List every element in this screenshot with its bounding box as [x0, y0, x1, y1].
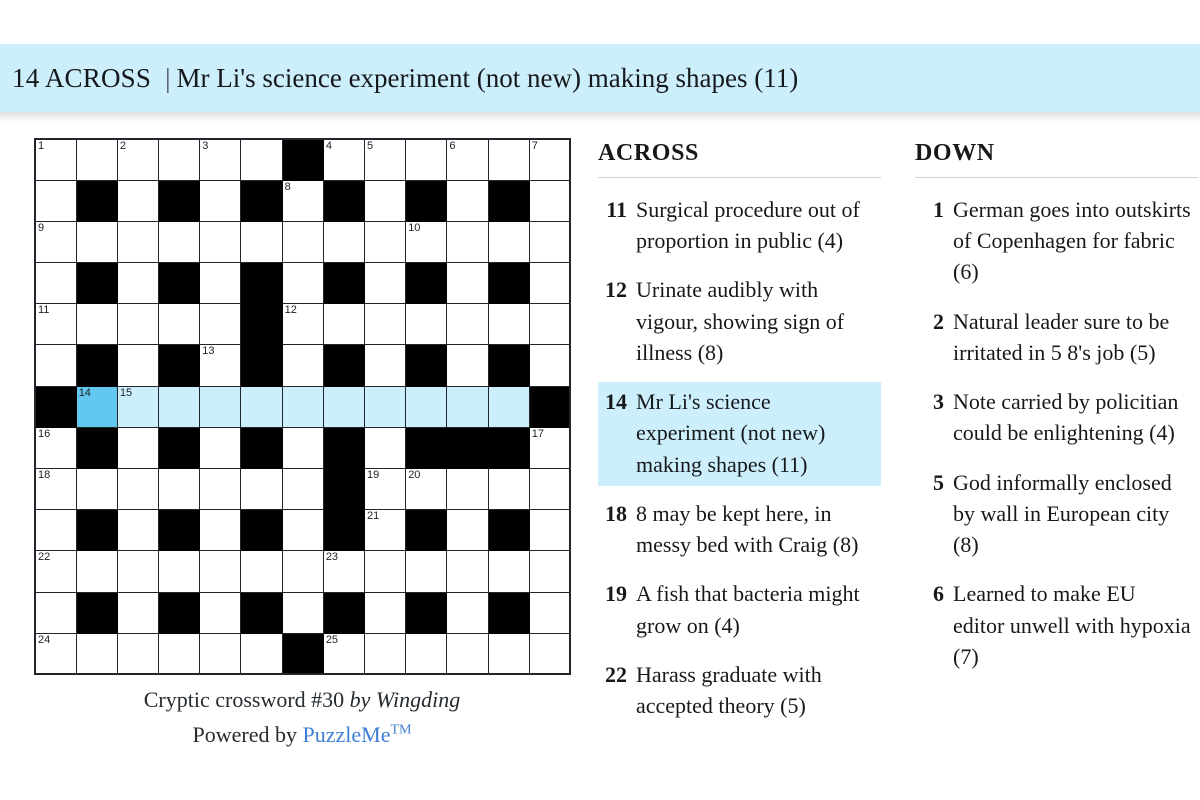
grid-cell-block	[76, 510, 117, 551]
grid-cell[interactable]	[241, 633, 282, 674]
clue-number: 22	[605, 661, 627, 687]
grid-cell[interactable]	[159, 139, 200, 180]
grid-cell[interactable]	[282, 510, 323, 551]
grid-cell[interactable]	[76, 551, 117, 592]
clue-number: 11	[606, 197, 627, 222]
grid-cell[interactable]	[488, 469, 529, 510]
clue-item[interactable]	[915, 574, 1198, 678]
grid-cell-number: 9	[38, 221, 45, 234]
grid-cell-block	[76, 345, 117, 386]
grid-cell-block	[159, 263, 200, 304]
grid-cell[interactable]	[200, 304, 241, 345]
across-clue-list	[598, 190, 881, 727]
grid-cell[interactable]	[35, 469, 76, 510]
grid-cell-block	[241, 304, 282, 345]
grid-cell-number: 8	[284, 180, 291, 193]
grid-cell[interactable]	[323, 139, 364, 180]
grid-cell[interactable]	[365, 221, 406, 262]
grid-cell-block	[406, 510, 447, 551]
grid-cell-block	[241, 427, 282, 468]
grid-cell-number: 10	[408, 221, 421, 234]
grid-cell[interactable]	[447, 386, 488, 427]
grid-cell[interactable]	[447, 592, 488, 633]
grid-cell[interactable]	[365, 180, 406, 221]
grid-cell-number: 6	[449, 140, 456, 152]
grid-cell[interactable]	[447, 633, 488, 674]
grid-cell-block	[323, 263, 364, 304]
grid-cell-block	[159, 592, 200, 633]
grid-cell[interactable]	[282, 592, 323, 633]
grid-cell-block	[323, 592, 364, 633]
grid-cell[interactable]	[365, 633, 406, 674]
grid-cell-number: 16	[38, 427, 51, 440]
grid-cell[interactable]	[200, 633, 241, 674]
grid-cell-block	[447, 427, 488, 468]
clue-item[interactable]	[598, 382, 881, 486]
clue-item[interactable]	[915, 190, 1198, 294]
puzzle-title: Cryptic crossword #30	[143, 687, 345, 713]
grid-cell[interactable]	[159, 633, 200, 674]
grid-cell[interactable]	[282, 263, 323, 304]
down-clue-list	[915, 190, 1198, 678]
grid-cell[interactable]	[365, 551, 406, 592]
grid-cell-block	[488, 510, 529, 551]
grid-cell[interactable]	[529, 221, 570, 262]
grid-cell[interactable]	[117, 551, 158, 592]
clue-item[interactable]	[915, 302, 1198, 374]
grid-cell[interactable]	[35, 427, 76, 468]
grid-row	[35, 221, 570, 262]
grid-cell[interactable]	[529, 551, 570, 592]
grid-cell-block	[159, 510, 200, 551]
grid-cell[interactable]	[200, 427, 241, 468]
grid-cell[interactable]	[241, 139, 282, 180]
grid-cell-number: 19	[367, 469, 380, 481]
grid-cell[interactable]	[200, 386, 241, 427]
clue-lists	[598, 140, 1198, 735]
grid-cell[interactable]	[76, 139, 117, 180]
clue-item[interactable]	[598, 270, 881, 374]
grid-cell[interactable]	[282, 551, 323, 592]
grid-cell-block	[406, 263, 447, 304]
grid-cell[interactable]	[117, 221, 158, 262]
grid-cell[interactable]	[365, 345, 406, 386]
grid-cell[interactable]	[76, 304, 117, 345]
clue-number: 18	[605, 500, 627, 526]
grid-cell[interactable]	[406, 139, 447, 180]
grid-row	[35, 263, 570, 304]
grid-cell[interactable]	[200, 263, 241, 304]
clue-item[interactable]	[598, 574, 881, 646]
powered-by-label: Powered by	[192, 721, 297, 747]
grid-cell[interactable]	[365, 386, 406, 427]
clue-text: Mr Li's science experiment (not new) making shapes (11)	[636, 389, 826, 477]
clue-number: 3	[933, 389, 944, 415]
grid-cell-number: 25	[325, 633, 339, 646]
grid-cell[interactable]	[406, 469, 447, 510]
grid-cell[interactable]	[35, 221, 76, 262]
puzzle-caption	[34, 683, 570, 751]
grid-cell-block	[76, 427, 117, 468]
grid-cell-number: 20	[408, 469, 421, 481]
grid-cell-number: 14	[78, 386, 91, 399]
puzzleme-link[interactable]: PuzzleMe	[302, 721, 391, 747]
grid-cell[interactable]	[200, 551, 241, 592]
grid-cell[interactable]	[406, 304, 447, 345]
grid-cell[interactable]	[35, 592, 76, 633]
grid-cell[interactable]	[282, 221, 323, 262]
clue-number: 14	[605, 389, 627, 415]
grid-cell-number: 24	[38, 633, 51, 646]
grid-cell[interactable]	[365, 304, 406, 345]
grid-cell[interactable]	[447, 221, 488, 262]
grid-cell[interactable]	[35, 633, 76, 674]
grid-cell[interactable]	[117, 510, 158, 551]
grid-cell[interactable]	[117, 469, 158, 510]
grid-cell[interactable]	[406, 386, 447, 427]
grid-row	[35, 139, 570, 180]
grid-cell-block	[159, 180, 200, 221]
grid-cell-block	[488, 180, 529, 221]
grid-cell[interactable]	[323, 633, 364, 674]
clue-item[interactable]	[598, 190, 881, 262]
grid-cell-number: 4	[325, 140, 332, 152]
grid-cell[interactable]	[117, 386, 158, 427]
grid-cell-number: 18	[38, 469, 51, 481]
grid-cell-block	[406, 345, 447, 386]
grid-cell[interactable]	[323, 304, 364, 345]
grid-cell-block	[282, 633, 323, 674]
grid-cell[interactable]	[406, 221, 447, 262]
grid-cell[interactable]	[117, 345, 158, 386]
grid-cell-number: 23	[325, 551, 339, 564]
grid-cell[interactable]	[406, 551, 447, 592]
grid-cell-number: 21	[367, 510, 380, 523]
grid-cell-block	[282, 139, 323, 180]
grid-cell[interactable]	[117, 304, 158, 345]
grid-cell[interactable]	[200, 510, 241, 551]
grid-cell-block	[241, 592, 282, 633]
grid-cell-block	[76, 592, 117, 633]
clue-text: 8 may be kept here, in messy bed with Craig (8)	[636, 500, 859, 558]
grid-cell[interactable]	[159, 551, 200, 592]
crossword-grid-wrapper	[34, 138, 570, 752]
grid-cell[interactable]	[241, 551, 282, 592]
grid-cell[interactable]	[365, 469, 406, 510]
grid-cell[interactable]	[282, 304, 323, 345]
grid-cell[interactable]	[488, 221, 529, 262]
grid-cell[interactable]	[488, 139, 529, 180]
clue-text: German goes into outskirts of Copenhagen for fabric (6)	[953, 197, 1191, 285]
grid-cell[interactable]	[282, 469, 323, 510]
clue-item[interactable]	[598, 655, 881, 727]
grid-cell[interactable]	[323, 221, 364, 262]
grid-cell-block	[488, 427, 529, 468]
grid-cell[interactable]	[365, 263, 406, 304]
grid-cell[interactable]	[117, 633, 158, 674]
grid-cell[interactable]	[117, 180, 158, 221]
grid-cell-number: 22	[38, 551, 51, 564]
grid-cell[interactable]	[529, 180, 570, 221]
grid-cell[interactable]	[529, 139, 570, 180]
grid-cell[interactable]	[323, 386, 364, 427]
grid-cell[interactable]	[117, 592, 158, 633]
grid-cell[interactable]	[447, 304, 488, 345]
grid-row	[35, 551, 570, 592]
clue-text: God informally enclosed by wall in European city (8)	[953, 469, 1172, 558]
grid-cell-block	[488, 345, 529, 386]
down-heading: DOWN	[915, 140, 1198, 178]
grid-cell-number: 15	[119, 386, 133, 399]
grid-cell[interactable]	[200, 221, 241, 262]
grid-cell[interactable]	[365, 592, 406, 633]
grid-cell[interactable]	[76, 386, 117, 427]
grid-row	[35, 633, 570, 674]
grid-cell[interactable]	[447, 345, 488, 386]
grid-cell[interactable]	[447, 510, 488, 551]
grid-cell[interactable]	[529, 263, 570, 304]
current-clue-banner[interactable]	[0, 44, 1200, 112]
grid-cell-block	[159, 345, 200, 386]
grid-cell[interactable]	[200, 345, 241, 386]
grid-cell-number: 17	[531, 427, 544, 440]
grid-cell[interactable]	[447, 469, 488, 510]
clue-text: Urinate audibly with vigour, showing sign of illness (8)	[636, 277, 845, 365]
across-column	[598, 140, 881, 735]
grid-cell[interactable]	[159, 304, 200, 345]
current-clue-text: Mr Li's science experiment (not new) making shapes (11)	[176, 62, 799, 93]
grid-row	[35, 345, 570, 386]
grid-cell[interactable]	[365, 427, 406, 468]
grid-cell[interactable]	[282, 386, 323, 427]
clue-text: Harass graduate with accepted theory (5)	[636, 661, 822, 719]
grid-cell-number: 1	[38, 140, 45, 152]
clue-number: 19	[605, 581, 627, 607]
clue-text: Natural leader sure to be irritated in 5 8's job (5)	[953, 308, 1170, 365]
banner-shadow	[0, 112, 1200, 122]
grid-cell-block	[76, 180, 117, 221]
grid-cell[interactable]	[529, 427, 570, 468]
current-clue-number: 14 ACROSS	[12, 62, 152, 93]
grid-cell[interactable]	[117, 427, 158, 468]
grid-cell[interactable]	[447, 551, 488, 592]
grid-cell-block	[323, 427, 364, 468]
clue-text: Surgical procedure out of proportion in public (4)	[636, 197, 860, 254]
grid-cell[interactable]	[529, 633, 570, 674]
grid-cell[interactable]	[76, 633, 117, 674]
grid-cell[interactable]	[35, 263, 76, 304]
banner-separator: |	[165, 62, 171, 93]
grid-cell[interactable]	[365, 139, 406, 180]
grid-cell-block	[323, 510, 364, 551]
clue-item[interactable]	[915, 382, 1198, 454]
grid-cell[interactable]	[529, 469, 570, 510]
grid-cell-block	[241, 180, 282, 221]
grid-cell-block	[323, 345, 364, 386]
grid-cell[interactable]	[488, 304, 529, 345]
clue-item[interactable]	[915, 463, 1198, 567]
grid-cell-block	[529, 386, 570, 427]
grid-cell[interactable]	[529, 345, 570, 386]
grid-cell-block	[323, 180, 364, 221]
down-column	[915, 140, 1198, 735]
grid-cell[interactable]	[117, 139, 158, 180]
grid-row	[35, 304, 570, 345]
clue-number: 1	[933, 197, 944, 222]
clue-text: Note carried by policitian could be enlightening (4)	[953, 389, 1179, 446]
grid-cell[interactable]	[35, 304, 76, 345]
clue-text: Learned to make EU editor unwell with hypoxia (7)	[953, 581, 1191, 669]
grid-cell[interactable]	[76, 469, 117, 510]
grid-row	[35, 180, 570, 221]
grid-cell[interactable]	[35, 139, 76, 180]
grid-cell[interactable]	[447, 263, 488, 304]
grid-cell[interactable]	[282, 345, 323, 386]
grid-cell[interactable]	[241, 469, 282, 510]
grid-cell[interactable]	[323, 551, 364, 592]
grid-cell[interactable]	[35, 551, 76, 592]
grid-row	[35, 592, 570, 633]
grid-cell[interactable]	[365, 510, 406, 551]
grid-cell-block	[406, 592, 447, 633]
grid-cell[interactable]	[529, 592, 570, 633]
clue-text: A fish that bacteria might grow on (4)	[636, 581, 860, 638]
grid-cell-number: 3	[202, 140, 209, 152]
grid-cell[interactable]	[447, 180, 488, 221]
grid-cell[interactable]	[159, 469, 200, 510]
grid-cell[interactable]	[35, 180, 76, 221]
crossword-grid[interactable]	[34, 138, 571, 675]
grid-cell[interactable]	[488, 633, 529, 674]
grid-cell-number: 5	[367, 140, 374, 152]
clue-number: 6	[933, 581, 944, 607]
across-heading: ACROSS	[598, 140, 881, 178]
clue-number: 2	[933, 308, 944, 334]
grid-cell[interactable]	[117, 263, 158, 304]
grid-cell-number: 7	[531, 140, 538, 152]
grid-cell-block	[406, 180, 447, 221]
grid-cell-block	[241, 345, 282, 386]
grid-cell-block	[159, 427, 200, 468]
grid-cell-number: 2	[119, 140, 126, 152]
grid-cell-block	[488, 263, 529, 304]
grid-cell[interactable]	[529, 304, 570, 345]
grid-cell-number: 12	[284, 304, 297, 317]
grid-cell-block	[406, 427, 447, 468]
grid-row	[35, 386, 570, 427]
grid-cell[interactable]	[35, 510, 76, 551]
grid-cell[interactable]	[447, 139, 488, 180]
grid-cell-block	[76, 263, 117, 304]
grid-cell[interactable]	[529, 510, 570, 551]
grid-cell[interactable]	[241, 221, 282, 262]
grid-cell-block	[241, 510, 282, 551]
grid-cell[interactable]	[488, 551, 529, 592]
grid-cell-block	[323, 469, 364, 510]
grid-cell[interactable]	[76, 221, 117, 262]
grid-cell[interactable]	[200, 180, 241, 221]
grid-cell-block	[488, 592, 529, 633]
grid-row	[35, 427, 570, 468]
grid-cell-block	[35, 386, 76, 427]
powered-by-line	[34, 718, 570, 752]
grid-cell[interactable]	[35, 345, 76, 386]
grid-cell[interactable]	[406, 633, 447, 674]
grid-cell[interactable]	[200, 592, 241, 633]
puzzle-author: by Wingding	[349, 687, 461, 713]
clue-number: 12	[605, 277, 627, 303]
grid-cell[interactable]	[282, 427, 323, 468]
grid-cell[interactable]	[159, 386, 200, 427]
grid-cell-block	[241, 263, 282, 304]
grid-cell[interactable]	[159, 221, 200, 262]
clue-item[interactable]	[598, 494, 881, 566]
grid-cell[interactable]	[241, 386, 282, 427]
grid-row	[35, 510, 570, 551]
clue-number: 5	[933, 469, 944, 495]
grid-cell-number: 11	[38, 304, 50, 317]
grid-cell[interactable]	[282, 180, 323, 221]
trademark-mark: TM	[390, 722, 412, 738]
grid-cell[interactable]	[488, 386, 529, 427]
grid-row	[35, 469, 570, 510]
grid-cell-number: 13	[202, 345, 215, 358]
grid-cell[interactable]	[200, 139, 241, 180]
grid-cell[interactable]	[200, 469, 241, 510]
